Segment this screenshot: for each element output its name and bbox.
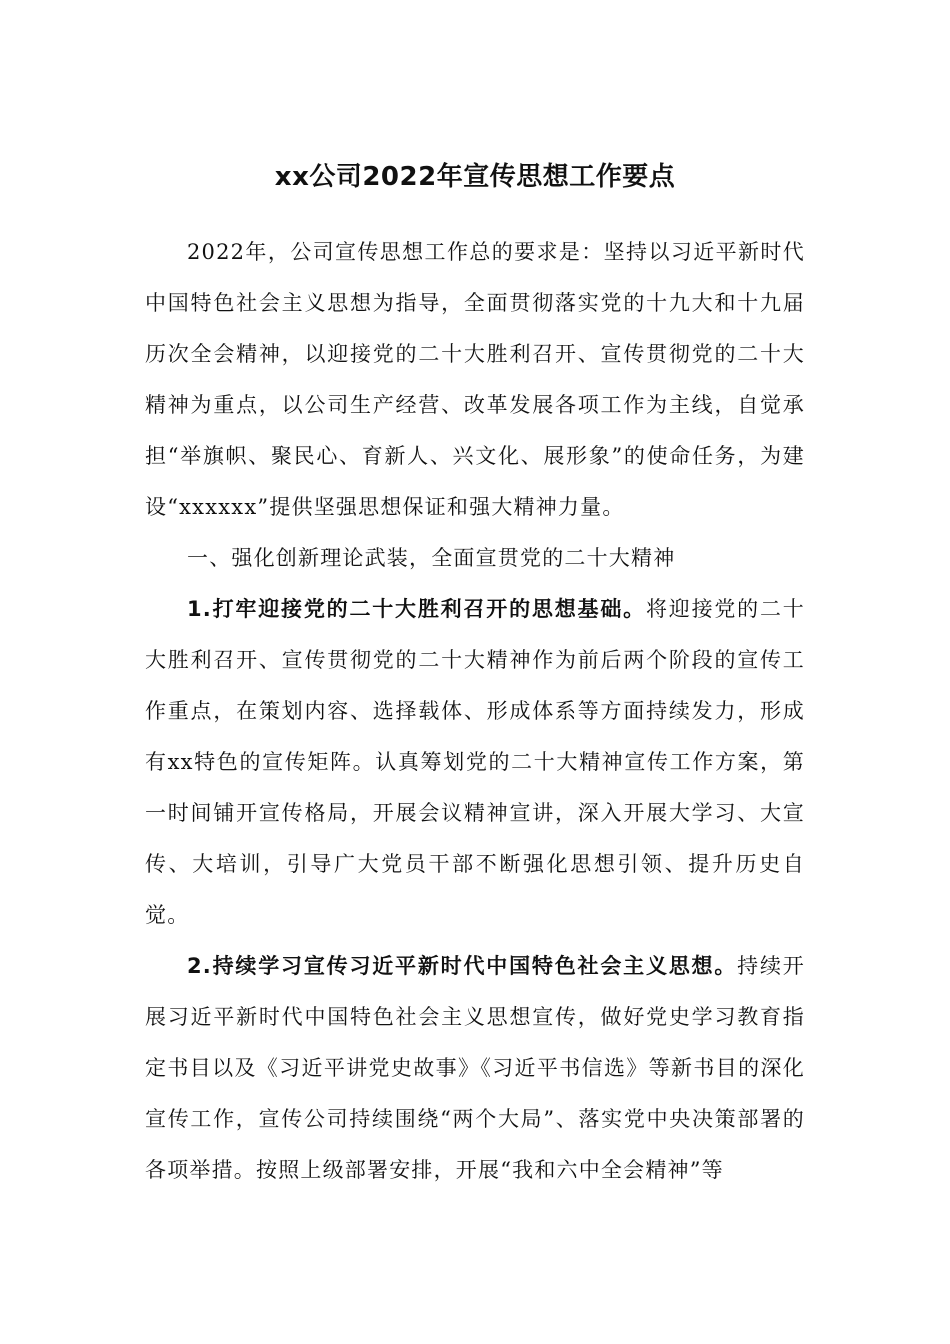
document-body [145,227,805,1196]
item-paragraph-1 [145,584,805,941]
intro-paragraph: 2022年，公司宣传思想工作总的要求是：坚持以习近平新时代中国特色社会主义思想为指导，全面贯彻落实党的十九大和十九届历次全会精神，以迎接党的二十大胜利召开、宣传贯彻党的二十大精神为重点，以公司生产经营、改革发展各项工作为主线，自觉承担“举旗帜、聚民心、育新人、兴文化、展形象”的使命任务，为建设“xxxxxx”提供坚强思想保证和强大精神力量。 [145,240,805,519]
item-lead-2: 2.持续学习宣传习近平新时代中国特色社会主义思想。 [187,954,738,978]
item-body-2: 持续开展习近平新时代中国特色社会主义思想宣传，做好党史学习教育指定书目以及《习近平讲党史故事》《习近平书信选》等新书目的深化宣传工作，宣传公司持续围绕“两个大局”、落实党中央决策部署的各项举措。按照上级部署安排，开展“我和六中全会精神”等 [145,954,805,1182]
item-paragraph-2 [145,941,805,1196]
section-heading: 一、强化创新理论武装，全面宣贯党的二十大精神 [187,546,676,570]
item-body-1: 将迎接党的二十大胜利召开、宣传贯彻党的二十大精神作为前后两个阶段的宣传工作重点，在策划内容、选择载体、形成体系等方面持续发力，形成有xx特色的宣传矩阵。认真筹划党的二十大精神宣传工作方案，第一时间铺开宣传格局，开展会议精神宣讲，深入开展大学习、大宣传、大培训，引导广大党员干部不断强化思想引领、提升历史自觉。 [145,597,805,927]
document-title: xx公司2022年宣传思想工作要点 [274,162,676,192]
item-lead-1: 1.打牢迎接党的二十大胜利召开的思想基础。 [187,597,646,621]
